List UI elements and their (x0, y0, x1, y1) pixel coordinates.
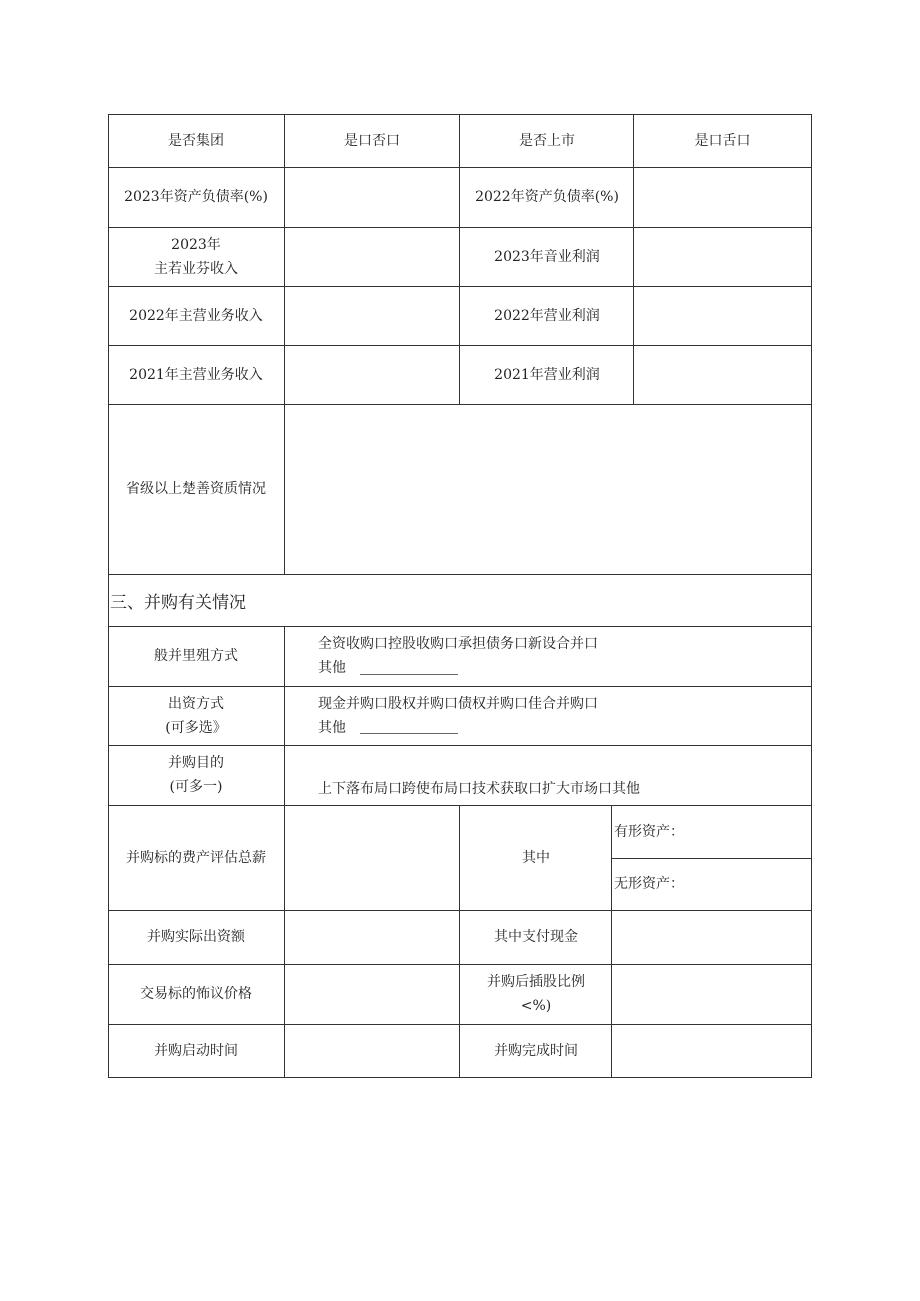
among-label: 其中 (522, 849, 550, 866)
merger-method-options[interactable] (284, 626, 811, 686)
actual-funding-label: 并购实际出资额 (147, 929, 245, 945)
profit-2022-label: 2022年营业利润 (494, 307, 600, 324)
revenue-2021-label: 2021年主营业务收入 (129, 366, 263, 383)
funding-method-label-line1: 出资方式 (168, 695, 224, 712)
grid-line (811, 114, 812, 1078)
grid-line (611, 805, 612, 1078)
section-heading: 三、并购有关情况 (110, 592, 246, 613)
is-group-checkboxes[interactable]: 是口否口 (344, 132, 400, 149)
merger-method-checkboxes[interactable]: 全资收购口控股收购口承担债务口新设合并口 (318, 636, 598, 652)
grid-line (108, 1077, 812, 1078)
finish-time-field[interactable] (612, 1024, 811, 1077)
debt-ratio-2023-label: 2023年资产负债率(%) (124, 189, 268, 205)
is-listed-checkboxes[interactable]: 是口舌口 (694, 132, 751, 149)
funding-method-other-label: 其他 (318, 719, 346, 736)
grid-line (108, 286, 812, 287)
grid-line (108, 404, 812, 405)
grid-line (108, 345, 812, 346)
profit-2023-field[interactable] (634, 227, 811, 286)
grid-line (108, 167, 812, 168)
post-share-ratio-field[interactable] (612, 964, 811, 1024)
grid-line (108, 626, 812, 627)
agreed-price-label: 交易标的怖议价格 (140, 986, 252, 1002)
grid-line (108, 745, 812, 746)
grid-line (108, 574, 812, 575)
grid-line (108, 1024, 812, 1025)
grid-line (633, 114, 634, 404)
funding-method-label (108, 686, 284, 745)
grid-line (284, 114, 285, 574)
profit-2021-label: 2021年营业利润 (494, 366, 600, 383)
revenue-2022-field[interactable] (284, 286, 460, 345)
intangible-assets-field[interactable]: 无形资产： (614, 876, 684, 892)
start-time-label: 并购启动时间 (154, 1042, 238, 1059)
merger-purpose-label-line1: 并购目的 (168, 755, 224, 771)
merger-purpose-label-line2: (可多一) (169, 779, 223, 795)
actual-funding-field[interactable] (284, 910, 460, 964)
revenue-2023-label-line2: 主若业芬收入 (154, 260, 238, 277)
debt-ratio-2023-field[interactable] (284, 167, 460, 227)
merger-method-other-label: 其他 (318, 660, 346, 676)
funding-method-label-line2: (可多选》 (165, 719, 227, 736)
revenue-2021-field[interactable] (284, 345, 460, 404)
qualification-field[interactable] (284, 404, 811, 574)
grid-line (108, 686, 812, 687)
merger-purpose-options[interactable]: 上下落布局口跨使布局口技术获取口扩大市场口其他 (318, 781, 640, 797)
post-share-ratio-label-line1: 并购后插股比例 (487, 974, 585, 990)
grid-line (459, 114, 460, 404)
merger-method-other-input[interactable] (360, 662, 458, 675)
grid-line (108, 227, 812, 228)
post-share-ratio-label (460, 964, 612, 1024)
funding-method-other-input[interactable] (360, 721, 458, 734)
cash-paid-label: 其中支付现金 (494, 929, 578, 945)
profit-2021-field[interactable] (634, 345, 811, 404)
grid-line (108, 964, 812, 965)
merger-method-label: 般并里殂方式 (154, 648, 238, 664)
asset-evaluation-label: 并购标的费产评估总薪 (126, 849, 266, 866)
cash-paid-field[interactable] (612, 910, 811, 964)
tangible-assets-field[interactable]: 有形资产： (614, 823, 684, 840)
qualification-label: 省级以上楚善资质情况 (126, 481, 266, 497)
grid-line (108, 114, 109, 1078)
is-listed-label: 是否上市 (519, 132, 575, 149)
revenue-2023-label (108, 227, 284, 286)
revenue-2022-label: 2022年主营业务收入 (129, 307, 263, 324)
revenue-2023-label-line1: 2023年 (171, 236, 221, 253)
grid-line (108, 805, 812, 806)
grid-line (108, 114, 812, 115)
grid-line (108, 910, 812, 911)
debt-ratio-2022-field[interactable] (634, 167, 811, 227)
merger-purpose-label (108, 745, 284, 805)
post-share-ratio-label-line2: <%) (520, 998, 552, 1014)
start-time-field[interactable] (284, 1024, 460, 1077)
funding-method-checkboxes[interactable]: 现金并购口股权并购口债权并购口佳合并购口 (318, 695, 598, 712)
asset-evaluation-field[interactable] (284, 805, 460, 910)
debt-ratio-2022-label: 2022年资产负债率(%) (475, 189, 619, 205)
profit-2023-label: 2023年音业利润 (494, 248, 600, 265)
profit-2022-field[interactable] (634, 286, 811, 345)
funding-method-options[interactable] (284, 686, 811, 745)
is-group-label: 是否集团 (168, 132, 224, 149)
revenue-2023-field[interactable] (284, 227, 460, 286)
grid-line (612, 858, 812, 859)
finish-time-label: 并购完成时间 (494, 1042, 578, 1059)
grid-line (284, 626, 285, 1078)
agreed-price-field[interactable] (284, 964, 460, 1024)
grid-line (459, 805, 460, 1078)
